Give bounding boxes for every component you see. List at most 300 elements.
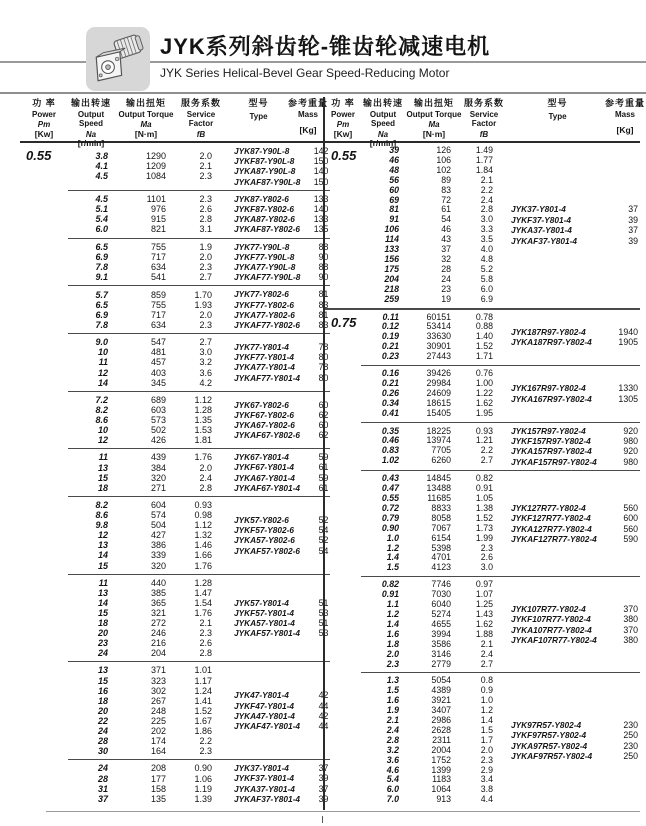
- speed-value: 81: [389, 204, 399, 215]
- model-row: [511, 236, 640, 246]
- spec-group: [68, 661, 330, 759]
- torque-value: 755: [150, 241, 166, 252]
- speed-value: 4.5: [95, 171, 108, 182]
- model-list: [505, 204, 640, 246]
- service-factor-value: 1.22: [475, 387, 493, 398]
- type-value: JYK57-Y801-4: [234, 597, 289, 608]
- spec-group: [361, 470, 640, 576]
- speed-value: 1.5: [386, 685, 399, 696]
- model-list: [224, 194, 330, 235]
- speed-value: 0.26: [381, 387, 399, 398]
- model-list: [224, 289, 330, 330]
- mass-value: 88: [318, 241, 329, 252]
- col-header-type: [505, 99, 610, 121]
- model-row: [234, 546, 330, 556]
- torque-value: 106: [436, 154, 451, 165]
- speed-value: 2.8: [386, 734, 399, 745]
- model-row: [234, 525, 330, 535]
- model-row: [234, 300, 330, 310]
- model-row: [234, 310, 330, 320]
- speed-value: 1.1: [386, 599, 399, 610]
- type-value: JYKA97R57-Y802-4: [511, 740, 588, 751]
- torque-value: 320: [150, 472, 166, 483]
- model-row: [234, 420, 330, 430]
- mass-value: 44: [318, 700, 329, 711]
- service-factor-value: 2.8: [480, 204, 493, 215]
- mass-value: 39: [318, 793, 329, 804]
- type-value: JYKF57-Y801-4: [234, 607, 294, 618]
- data-rows: [361, 580, 505, 669]
- model-list: [224, 146, 330, 187]
- service-factor-value: 0.78: [475, 311, 493, 322]
- service-factor-value: 0.98: [194, 510, 212, 521]
- mass-value: 62: [318, 409, 329, 420]
- model-row: [511, 751, 640, 761]
- table-left-half: [20, 97, 329, 810]
- data-rows: [361, 313, 505, 363]
- torque-value: 717: [150, 251, 166, 262]
- service-factor-value: 2.8: [199, 482, 212, 493]
- type-value: JYKF77-Y90L-8: [234, 251, 295, 262]
- speed-value: 4.6: [386, 764, 399, 775]
- type-value: JYKAF77-Y90L-8: [234, 272, 301, 283]
- torque-value: 5054: [431, 675, 451, 686]
- power-value: 0.55: [331, 148, 357, 163]
- table-row: [68, 794, 224, 804]
- col-unit: [Kg]: [299, 125, 317, 135]
- model-row: [234, 701, 330, 711]
- mass-value: 44: [318, 721, 329, 732]
- model-row: [234, 252, 330, 262]
- table-row: [68, 171, 224, 181]
- torque-value: 6260: [431, 455, 451, 466]
- torque-value: 39426: [426, 368, 451, 379]
- speed-value: 5.4: [386, 774, 399, 785]
- service-factor-value: 0.9: [480, 685, 493, 696]
- speed-value: 0.23: [381, 351, 399, 362]
- torque-value: 2986: [431, 715, 451, 726]
- service-factor-value: 2.4: [480, 648, 493, 659]
- table-row: [68, 638, 224, 648]
- table-row: [68, 290, 224, 300]
- service-factor-value: 2.3: [480, 754, 493, 765]
- type-value: JYKF87-Y90L-8: [234, 156, 295, 167]
- table-row: [68, 588, 224, 598]
- mass-value: 380: [623, 614, 638, 625]
- data-rows: [68, 194, 224, 234]
- mass-value: 133: [313, 214, 329, 225]
- speed-value: 106: [384, 224, 399, 235]
- model-list: [224, 452, 330, 493]
- gear-motor-icon: [89, 30, 147, 88]
- service-factor-value: 2.7: [480, 658, 493, 669]
- speed-value: 15: [97, 607, 108, 618]
- col-header-power: [325, 99, 361, 139]
- model-row: [511, 204, 640, 214]
- col-label-en: Mass: [614, 109, 635, 119]
- model-row: [234, 535, 330, 545]
- torque-value: 13974: [426, 435, 451, 446]
- speed-value: 175: [384, 263, 399, 274]
- speed-value: 14: [97, 377, 108, 388]
- page-subtitle: JYK Series Helical-Bevel Gear Speed-Reducing Motor: [160, 66, 450, 80]
- spec-group: [68, 759, 330, 807]
- service-factor-value: 2.2: [480, 445, 493, 456]
- col-label-cn: 功 率: [32, 98, 56, 108]
- model-row: [234, 430, 330, 440]
- model-row: [234, 242, 330, 252]
- col-header-mass: [605, 98, 646, 136]
- speed-value: 8.6: [95, 510, 108, 521]
- table-row: [68, 242, 224, 252]
- service-factor-value: 1.35: [194, 414, 212, 425]
- speed-value: 16: [97, 685, 108, 696]
- service-factor-value: 1.73: [475, 522, 493, 533]
- service-factor-value: 1.47: [194, 587, 212, 598]
- col-label-en: Mass: [297, 109, 318, 119]
- mass-value: 140: [313, 204, 329, 215]
- service-factor-value: 1.05: [475, 493, 493, 503]
- model-row: [511, 394, 640, 404]
- type-value: JYK77-Y801-4: [234, 342, 289, 353]
- service-factor-value: 2.0: [480, 744, 493, 755]
- service-factor-value: 2.2: [480, 184, 493, 195]
- col-label-en: Service Factor: [186, 109, 216, 128]
- model-list: [505, 604, 640, 646]
- table-row: [68, 151, 224, 161]
- model-row: [511, 604, 640, 614]
- service-factor-value: 2.3: [199, 171, 212, 182]
- mass-value: 53: [318, 607, 329, 618]
- torque-value: 72: [441, 194, 451, 205]
- mass-value: 380: [623, 635, 638, 646]
- mass-value: 980: [623, 435, 638, 446]
- table-row: [361, 660, 505, 670]
- data-rows: [68, 242, 224, 282]
- data-rows: [68, 578, 224, 659]
- service-factor-value: 1.81: [194, 435, 212, 446]
- col-header-type: [224, 99, 293, 121]
- model-row: [234, 373, 330, 383]
- spec-group: [361, 422, 640, 471]
- type-value: JYKA77-Y801-4: [234, 362, 295, 373]
- service-factor-value: 1.9: [199, 241, 212, 252]
- service-factor-value: 1.77: [475, 154, 493, 165]
- torque-value: 302: [150, 685, 166, 696]
- service-factor-value: 1.28: [194, 404, 212, 415]
- mass-value: 90: [318, 251, 329, 262]
- page-title: JYK系列斜齿轮-锥齿轮减速电机: [160, 30, 496, 61]
- speed-value: 10: [97, 425, 108, 435]
- model-row: [511, 225, 640, 235]
- torque-value: 27443: [426, 351, 451, 362]
- header-divider-bottom: [0, 92, 646, 94]
- table-row: [361, 795, 505, 805]
- torque-value: 1399: [431, 764, 451, 775]
- model-row: [234, 224, 330, 234]
- speed-value: 0.19: [381, 331, 399, 342]
- model-row: [234, 410, 330, 420]
- type-value: JYKAF87-Y90L-8: [234, 176, 301, 187]
- mass-value: 39: [318, 773, 329, 784]
- speed-value: 1.2: [386, 542, 399, 553]
- col-label-cn: 输出转速: [362, 98, 403, 108]
- data-rows: [68, 452, 224, 492]
- table-row: [68, 608, 224, 618]
- service-factor-value: 2.3: [199, 746, 212, 757]
- speed-value: 13: [97, 587, 108, 598]
- model-row: [234, 272, 330, 282]
- speed-value: 1.3: [386, 675, 399, 686]
- torque-value: 5398: [431, 542, 451, 553]
- model-row: [234, 156, 330, 166]
- col-header-torque: [114, 99, 178, 139]
- model-list: [224, 342, 330, 383]
- speed-value: 7.2: [95, 394, 108, 405]
- table-row: [68, 578, 224, 588]
- torque-value: 3921: [431, 695, 451, 706]
- col-label-cn: 服务系数: [463, 98, 504, 108]
- speed-value: 60: [389, 184, 399, 195]
- table-row: [68, 648, 224, 658]
- data-rows: [361, 146, 505, 305]
- table-row: [68, 784, 224, 794]
- torque-value: 4389: [431, 685, 451, 696]
- col-symbol: fB: [196, 129, 206, 139]
- model-row: [511, 503, 640, 513]
- spec-group: [68, 391, 330, 448]
- type-value: JYKA87-Y802-6: [234, 214, 295, 225]
- service-factor-value: 2.8: [199, 648, 212, 659]
- model-row: [234, 763, 330, 773]
- type-value: JYKF77-Y801-4: [234, 352, 294, 363]
- torque-value: 1752: [431, 754, 451, 765]
- speed-value: 20: [97, 628, 108, 639]
- speed-value: 133: [384, 244, 399, 255]
- spec-group: [68, 143, 330, 190]
- model-row: [511, 513, 640, 523]
- mass-value: 78: [318, 342, 329, 353]
- table-bottom-rule: [46, 811, 640, 812]
- service-factor-value: 2.1: [199, 618, 212, 629]
- col-label-cn: 参考重量: [605, 98, 646, 108]
- data-rows: [68, 337, 224, 387]
- torque-value: 1084: [145, 171, 166, 182]
- speed-value: 37: [97, 793, 108, 804]
- column-headers-right: [325, 97, 646, 148]
- type-value: JYKA87-Y90L-8: [234, 166, 296, 177]
- col-label-cn: 服务系数: [180, 98, 221, 108]
- table-body-left: [20, 143, 329, 810]
- service-factor-value: 1.2: [480, 705, 493, 716]
- speed-value: 0.55: [381, 493, 399, 503]
- mass-value: 39: [628, 214, 638, 225]
- torque-value: 83: [441, 184, 451, 195]
- speed-value: 1.9: [386, 705, 399, 716]
- data-rows: [68, 395, 224, 445]
- table-right-half: [323, 97, 646, 810]
- torque-value: 24: [441, 273, 451, 284]
- torque-value: 29984: [426, 377, 451, 388]
- speed-value: 1.5: [386, 562, 399, 573]
- power-value: 0.55: [26, 148, 52, 163]
- torque-value: 102: [436, 164, 451, 175]
- table-row: [68, 736, 224, 746]
- model-list: [505, 426, 640, 468]
- service-factor-value: 2.1: [199, 161, 212, 172]
- type-value: JYKA167R97-Y802-4: [511, 393, 592, 404]
- mass-value: 80: [318, 372, 329, 383]
- mass-value: 81: [318, 289, 329, 300]
- torque-value: 6040: [431, 599, 451, 610]
- table-row: [68, 774, 224, 784]
- type-value: JYKAF157R97-Y802-4: [511, 456, 597, 467]
- torque-value: 164: [150, 746, 166, 757]
- col-label-en: Service Factor: [469, 109, 499, 128]
- torque-value: 634: [150, 319, 166, 330]
- speed-value: 0.12: [381, 321, 399, 332]
- torque-value: 386: [150, 540, 166, 551]
- speed-value: 15: [97, 472, 108, 483]
- col-symbol: Na: [377, 129, 389, 139]
- speed-value: 1.02: [381, 455, 399, 466]
- mass-value: 590: [623, 534, 638, 545]
- mass-value: 59: [318, 472, 329, 483]
- torque-value: 859: [150, 289, 166, 300]
- service-factor-value: 0.93: [475, 425, 493, 436]
- model-list: [224, 763, 330, 804]
- speed-value: 6.9: [95, 251, 108, 262]
- type-value: JYKA57-Y802-6: [234, 535, 295, 546]
- column-headers-left: [20, 97, 329, 148]
- speed-value: 9.0: [95, 337, 108, 348]
- col-label-cn: 参考重量: [288, 98, 329, 108]
- table-row: [361, 295, 505, 305]
- service-factor-value: 1.43: [475, 608, 493, 619]
- footer-page-mark: [322, 816, 323, 823]
- type-value: JYKF67-Y801-4: [234, 462, 294, 473]
- speed-value: 14: [97, 550, 108, 561]
- data-rows: [68, 290, 224, 330]
- col-label-en: Output Speed: [77, 109, 105, 128]
- mass-value: 133: [313, 193, 329, 204]
- service-factor-value: 1.0: [480, 695, 493, 706]
- table-row: [68, 530, 224, 540]
- col-symbol: Ma: [428, 120, 440, 129]
- model-row: [234, 352, 330, 362]
- speed-value: 0.47: [381, 483, 399, 494]
- model-row: [234, 690, 330, 700]
- service-factor-value: 1.12: [194, 394, 212, 405]
- col-label-en: Power: [330, 109, 355, 119]
- speed-value: 20: [97, 705, 108, 716]
- service-factor-value: 1.39: [194, 793, 212, 804]
- torque-value: 28: [441, 263, 451, 274]
- torque-value: 7746: [431, 579, 451, 590]
- speed-value: 5.1: [95, 204, 108, 215]
- torque-value: 18615: [426, 397, 451, 408]
- model-row: [511, 327, 640, 337]
- torque-value: 574: [150, 510, 166, 521]
- mass-value: 83: [318, 299, 329, 310]
- speed-value: 0.16: [381, 368, 399, 379]
- torque-value: 23: [441, 283, 451, 294]
- service-factor-value: 2.6: [199, 204, 212, 215]
- mass-value: 88: [318, 262, 329, 273]
- service-factor-value: 3.3: [480, 224, 493, 235]
- torque-value: 271: [150, 482, 166, 493]
- type-value: JYKA187R97-Y802-4: [511, 337, 592, 348]
- type-value: JYKA67-Y801-4: [234, 472, 295, 483]
- data-rows: [361, 427, 505, 467]
- speed-value: 3.2: [386, 744, 399, 755]
- torque-value: 320: [150, 560, 166, 571]
- table-row: [68, 252, 224, 262]
- model-row: [234, 342, 330, 352]
- torque-value: 246: [150, 628, 166, 639]
- type-value: JYK157R97-Y802-4: [511, 425, 586, 436]
- service-factor-value: 2.9: [480, 764, 493, 775]
- table-row: [68, 706, 224, 716]
- type-value: JYK77-Y90L-8: [234, 241, 290, 252]
- model-list: [224, 242, 330, 283]
- type-value: JYKAF127R77-Y802-4: [511, 534, 597, 545]
- table-row: [68, 161, 224, 171]
- service-factor-value: 2.7: [480, 455, 493, 466]
- type-value: JYK67-Y801-4: [234, 452, 289, 463]
- col-header-speed: [361, 99, 405, 149]
- table-row: [68, 337, 224, 347]
- torque-value: 14845: [426, 473, 451, 484]
- torque-value: 4123: [431, 562, 451, 573]
- table-row: [361, 650, 505, 660]
- type-value: JYKF97R57-Y802-4: [511, 730, 587, 741]
- mass-value: 60: [318, 419, 329, 430]
- model-row: [234, 166, 330, 176]
- service-factor-value: 1.93: [194, 299, 212, 310]
- speed-value: 2.3: [386, 658, 399, 669]
- speed-value: 0.46: [381, 435, 399, 446]
- speed-value: 24: [97, 725, 108, 736]
- torque-value: 913: [436, 794, 451, 805]
- torque-value: 7067: [431, 522, 451, 533]
- model-list: [505, 383, 640, 404]
- speed-value: 204: [384, 273, 399, 284]
- service-factor-value: 2.1: [480, 638, 493, 649]
- service-factor-value: 2.2: [199, 736, 212, 747]
- speed-value: 8.2: [95, 404, 108, 415]
- model-list: [505, 327, 640, 348]
- model-list: [505, 720, 640, 762]
- service-factor-value: 3.0: [199, 347, 212, 358]
- model-row: [234, 320, 330, 330]
- mass-value: 140: [313, 166, 329, 177]
- table-row: [68, 665, 224, 675]
- model-row: [511, 457, 640, 467]
- torque-value: 689: [150, 394, 166, 405]
- table-row: [68, 550, 224, 560]
- speed-value: 6.0: [386, 784, 399, 795]
- speed-value: 15: [97, 675, 108, 686]
- speed-value: 3.6: [386, 754, 399, 765]
- model-row: [511, 534, 640, 544]
- type-value: JYKA107R77-Y802-4: [511, 624, 592, 635]
- type-value: JYKA37-Y801-4: [234, 783, 295, 794]
- speed-value: 2.0: [386, 648, 399, 659]
- speed-value: 69: [389, 194, 399, 205]
- service-factor-value: 2.0: [199, 251, 212, 262]
- service-factor-value: 0.93: [194, 500, 212, 510]
